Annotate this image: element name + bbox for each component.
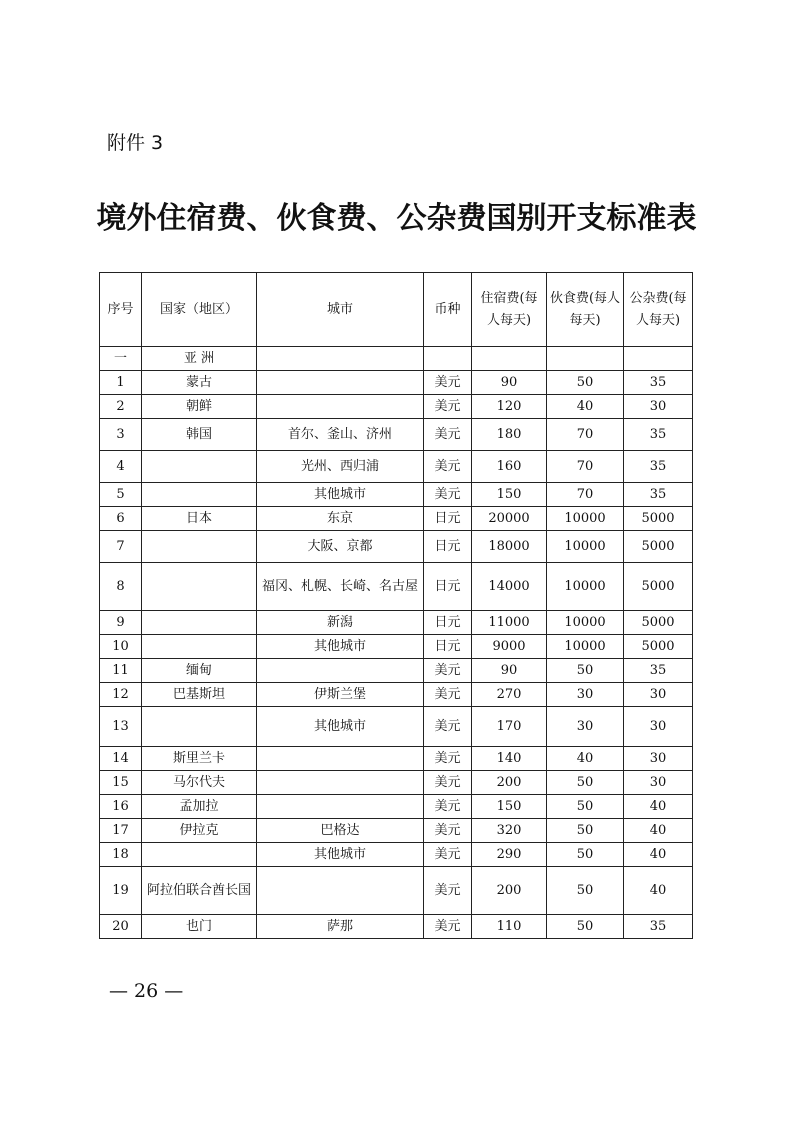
- cell-misc: 5000: [624, 507, 693, 531]
- cell-city: 新潟: [257, 611, 424, 635]
- table-row: [100, 507, 693, 531]
- table-row: [100, 771, 693, 795]
- cell-country: 马尔代夫: [142, 771, 257, 795]
- cell-city: 萨那: [257, 915, 424, 939]
- table-row: [100, 707, 693, 747]
- cell-seq: 18: [100, 843, 142, 867]
- table-row: [100, 419, 693, 451]
- cell-misc: 30: [624, 771, 693, 795]
- cell-country: [142, 451, 257, 483]
- region-row: [100, 347, 693, 371]
- cell-meals: 50: [547, 867, 624, 915]
- cell-city: [257, 795, 424, 819]
- cell-lodging: 290: [472, 843, 547, 867]
- cell-seq: 11: [100, 659, 142, 683]
- cell-city: 其他城市: [257, 843, 424, 867]
- table-row: [100, 867, 693, 915]
- cell-lodging: 170: [472, 707, 547, 747]
- header-row: [100, 273, 693, 347]
- header-city: 城市: [257, 273, 424, 347]
- region-seq: 一: [100, 347, 142, 371]
- cell-country: 巴基斯坦: [142, 683, 257, 707]
- cell-currency: 美元: [424, 843, 472, 867]
- cell-meals: 50: [547, 915, 624, 939]
- cell-misc: 35: [624, 915, 693, 939]
- cell-seq: 8: [100, 563, 142, 611]
- cell-city: [257, 747, 424, 771]
- cell-country: [142, 707, 257, 747]
- cell-lodging: 110: [472, 915, 547, 939]
- cell-lodging: 160: [472, 451, 547, 483]
- cell-seq: 6: [100, 507, 142, 531]
- cell-currency: 美元: [424, 707, 472, 747]
- standards-table: [99, 272, 693, 939]
- cell-lodging: 120: [472, 395, 547, 419]
- cell-meals: 50: [547, 371, 624, 395]
- cell-meals: 70: [547, 451, 624, 483]
- cell-currency: 美元: [424, 683, 472, 707]
- table-row: [100, 483, 693, 507]
- cell-misc: 5000: [624, 635, 693, 659]
- cell-currency: 美元: [424, 419, 472, 451]
- page-title: 境外住宿费、伙食费、公杂费国别开支标准表: [96, 201, 697, 236]
- table-row: [100, 563, 693, 611]
- cell-city: 其他城市: [257, 707, 424, 747]
- cell-city: 光州、西归浦: [257, 451, 424, 483]
- cell-country: [142, 611, 257, 635]
- cell-misc: 40: [624, 795, 693, 819]
- cell-misc: 30: [624, 395, 693, 419]
- cell-currency: 美元: [424, 483, 472, 507]
- cell-country: 伊拉克: [142, 819, 257, 843]
- cell-city: [257, 371, 424, 395]
- cell-country: 日本: [142, 507, 257, 531]
- cell-meals: 10000: [547, 531, 624, 563]
- cell-currency: 日元: [424, 531, 472, 563]
- cell-lodging: 320: [472, 819, 547, 843]
- table-row: [100, 531, 693, 563]
- cell-lodging: 9000: [472, 635, 547, 659]
- cell-city: 伊斯兰堡: [257, 683, 424, 707]
- cell-city: 大阪、京都: [257, 531, 424, 563]
- header-currency: 币种: [424, 273, 472, 347]
- cell-city: 其他城市: [257, 635, 424, 659]
- cell-seq: 20: [100, 915, 142, 939]
- cell-seq: 7: [100, 531, 142, 563]
- cell-country: [142, 843, 257, 867]
- cell-lodging: 14000: [472, 563, 547, 611]
- cell-seq: 15: [100, 771, 142, 795]
- cell-seq: 9: [100, 611, 142, 635]
- header-seq: 序号: [100, 273, 142, 347]
- cell-misc: 30: [624, 683, 693, 707]
- cell-city: [257, 659, 424, 683]
- cell-lodging: 200: [472, 771, 547, 795]
- cell-currency: 日元: [424, 507, 472, 531]
- cell-meals: 10000: [547, 507, 624, 531]
- cell-lodging: 180: [472, 419, 547, 451]
- cell-country: [142, 483, 257, 507]
- cell-misc: 35: [624, 451, 693, 483]
- cell-city: [257, 395, 424, 419]
- table-row: [100, 915, 693, 939]
- region-name: 亚 洲: [142, 347, 257, 371]
- cell-meals: 50: [547, 659, 624, 683]
- cell-misc: 40: [624, 819, 693, 843]
- cell-city: 巴格达: [257, 819, 424, 843]
- cell-currency: 美元: [424, 771, 472, 795]
- cell-currency: 美元: [424, 395, 472, 419]
- cell-currency: 美元: [424, 371, 472, 395]
- header-meals: 伙食费(每人每天): [547, 273, 624, 347]
- table-row: [100, 659, 693, 683]
- cell-misc: 30: [624, 707, 693, 747]
- header-country: 国家（地区）: [142, 273, 257, 347]
- cell-seq: 5: [100, 483, 142, 507]
- cell-currency: 日元: [424, 635, 472, 659]
- cell-misc: 40: [624, 843, 693, 867]
- cell-lodging: 270: [472, 683, 547, 707]
- cell-meals: 50: [547, 819, 624, 843]
- header-lodging: 住宿费(每人每天): [472, 273, 547, 347]
- cell-misc: 35: [624, 483, 693, 507]
- attachment-label: 附件 3: [107, 132, 164, 154]
- cell-seq: 2: [100, 395, 142, 419]
- cell-misc: 35: [624, 659, 693, 683]
- table-row: [100, 819, 693, 843]
- page-number: — 26 —: [109, 980, 184, 1002]
- cell-city: [257, 771, 424, 795]
- cell-lodging: 90: [472, 371, 547, 395]
- table-row: [100, 451, 693, 483]
- cell-country: 缅甸: [142, 659, 257, 683]
- cell-city: [257, 867, 424, 915]
- cell-lodging: 200: [472, 867, 547, 915]
- cell-country: 蒙古: [142, 371, 257, 395]
- cell-misc: 35: [624, 419, 693, 451]
- cell-meals: 40: [547, 747, 624, 771]
- cell-seq: 4: [100, 451, 142, 483]
- table-row: [100, 843, 693, 867]
- cell-lodging: 11000: [472, 611, 547, 635]
- cell-country: [142, 563, 257, 611]
- table-row: [100, 635, 693, 659]
- cell-misc: 40: [624, 867, 693, 915]
- cell-meals: 30: [547, 683, 624, 707]
- cell-currency: 美元: [424, 915, 472, 939]
- cell-seq: 17: [100, 819, 142, 843]
- cell-meals: 50: [547, 795, 624, 819]
- cell-country: 也门: [142, 915, 257, 939]
- cell-city: 其他城市: [257, 483, 424, 507]
- header-misc: 公杂费(每人每天): [624, 273, 693, 347]
- cell-misc: 5000: [624, 611, 693, 635]
- cell-currency: 美元: [424, 819, 472, 843]
- cell-misc: 5000: [624, 531, 693, 563]
- cell-misc: 35: [624, 371, 693, 395]
- cell-city: 东京: [257, 507, 424, 531]
- cell-lodging: 90: [472, 659, 547, 683]
- cell-country: 阿拉伯联合酋长国: [142, 867, 257, 915]
- table-row: [100, 611, 693, 635]
- cell-lodging: 150: [472, 483, 547, 507]
- cell-meals: 50: [547, 771, 624, 795]
- cell-country: 韩国: [142, 419, 257, 451]
- cell-seq: 1: [100, 371, 142, 395]
- cell-lodging: 20000: [472, 507, 547, 531]
- cell-city: 首尔、釜山、济州: [257, 419, 424, 451]
- table-row: [100, 371, 693, 395]
- cell-country: 斯里兰卡: [142, 747, 257, 771]
- cell-seq: 13: [100, 707, 142, 747]
- cell-currency: 日元: [424, 563, 472, 611]
- table-row: [100, 795, 693, 819]
- cell-country: [142, 635, 257, 659]
- cell-currency: 日元: [424, 611, 472, 635]
- cell-meals: 40: [547, 395, 624, 419]
- cell-seq: 16: [100, 795, 142, 819]
- cell-seq: 19: [100, 867, 142, 915]
- table-row: [100, 747, 693, 771]
- cell-currency: 美元: [424, 659, 472, 683]
- cell-meals: 70: [547, 483, 624, 507]
- cell-seq: 12: [100, 683, 142, 707]
- cell-lodging: 18000: [472, 531, 547, 563]
- cell-seq: 10: [100, 635, 142, 659]
- cell-city: 福冈、札幌、长崎、名古屋: [257, 563, 424, 611]
- table-row: [100, 395, 693, 419]
- cell-meals: 30: [547, 707, 624, 747]
- cell-country: 孟加拉: [142, 795, 257, 819]
- cell-meals: 10000: [547, 611, 624, 635]
- cell-meals: 10000: [547, 635, 624, 659]
- cell-currency: 美元: [424, 867, 472, 915]
- cell-meals: 10000: [547, 563, 624, 611]
- cell-lodging: 150: [472, 795, 547, 819]
- cell-currency: 美元: [424, 747, 472, 771]
- cell-misc: 30: [624, 747, 693, 771]
- cell-misc: 5000: [624, 563, 693, 611]
- cell-lodging: 140: [472, 747, 547, 771]
- cell-meals: 50: [547, 843, 624, 867]
- cell-currency: 美元: [424, 795, 472, 819]
- cell-seq: 14: [100, 747, 142, 771]
- cell-meals: 70: [547, 419, 624, 451]
- table-row: [100, 683, 693, 707]
- cell-seq: 3: [100, 419, 142, 451]
- cell-currency: 美元: [424, 451, 472, 483]
- cell-country: 朝鲜: [142, 395, 257, 419]
- cell-country: [142, 531, 257, 563]
